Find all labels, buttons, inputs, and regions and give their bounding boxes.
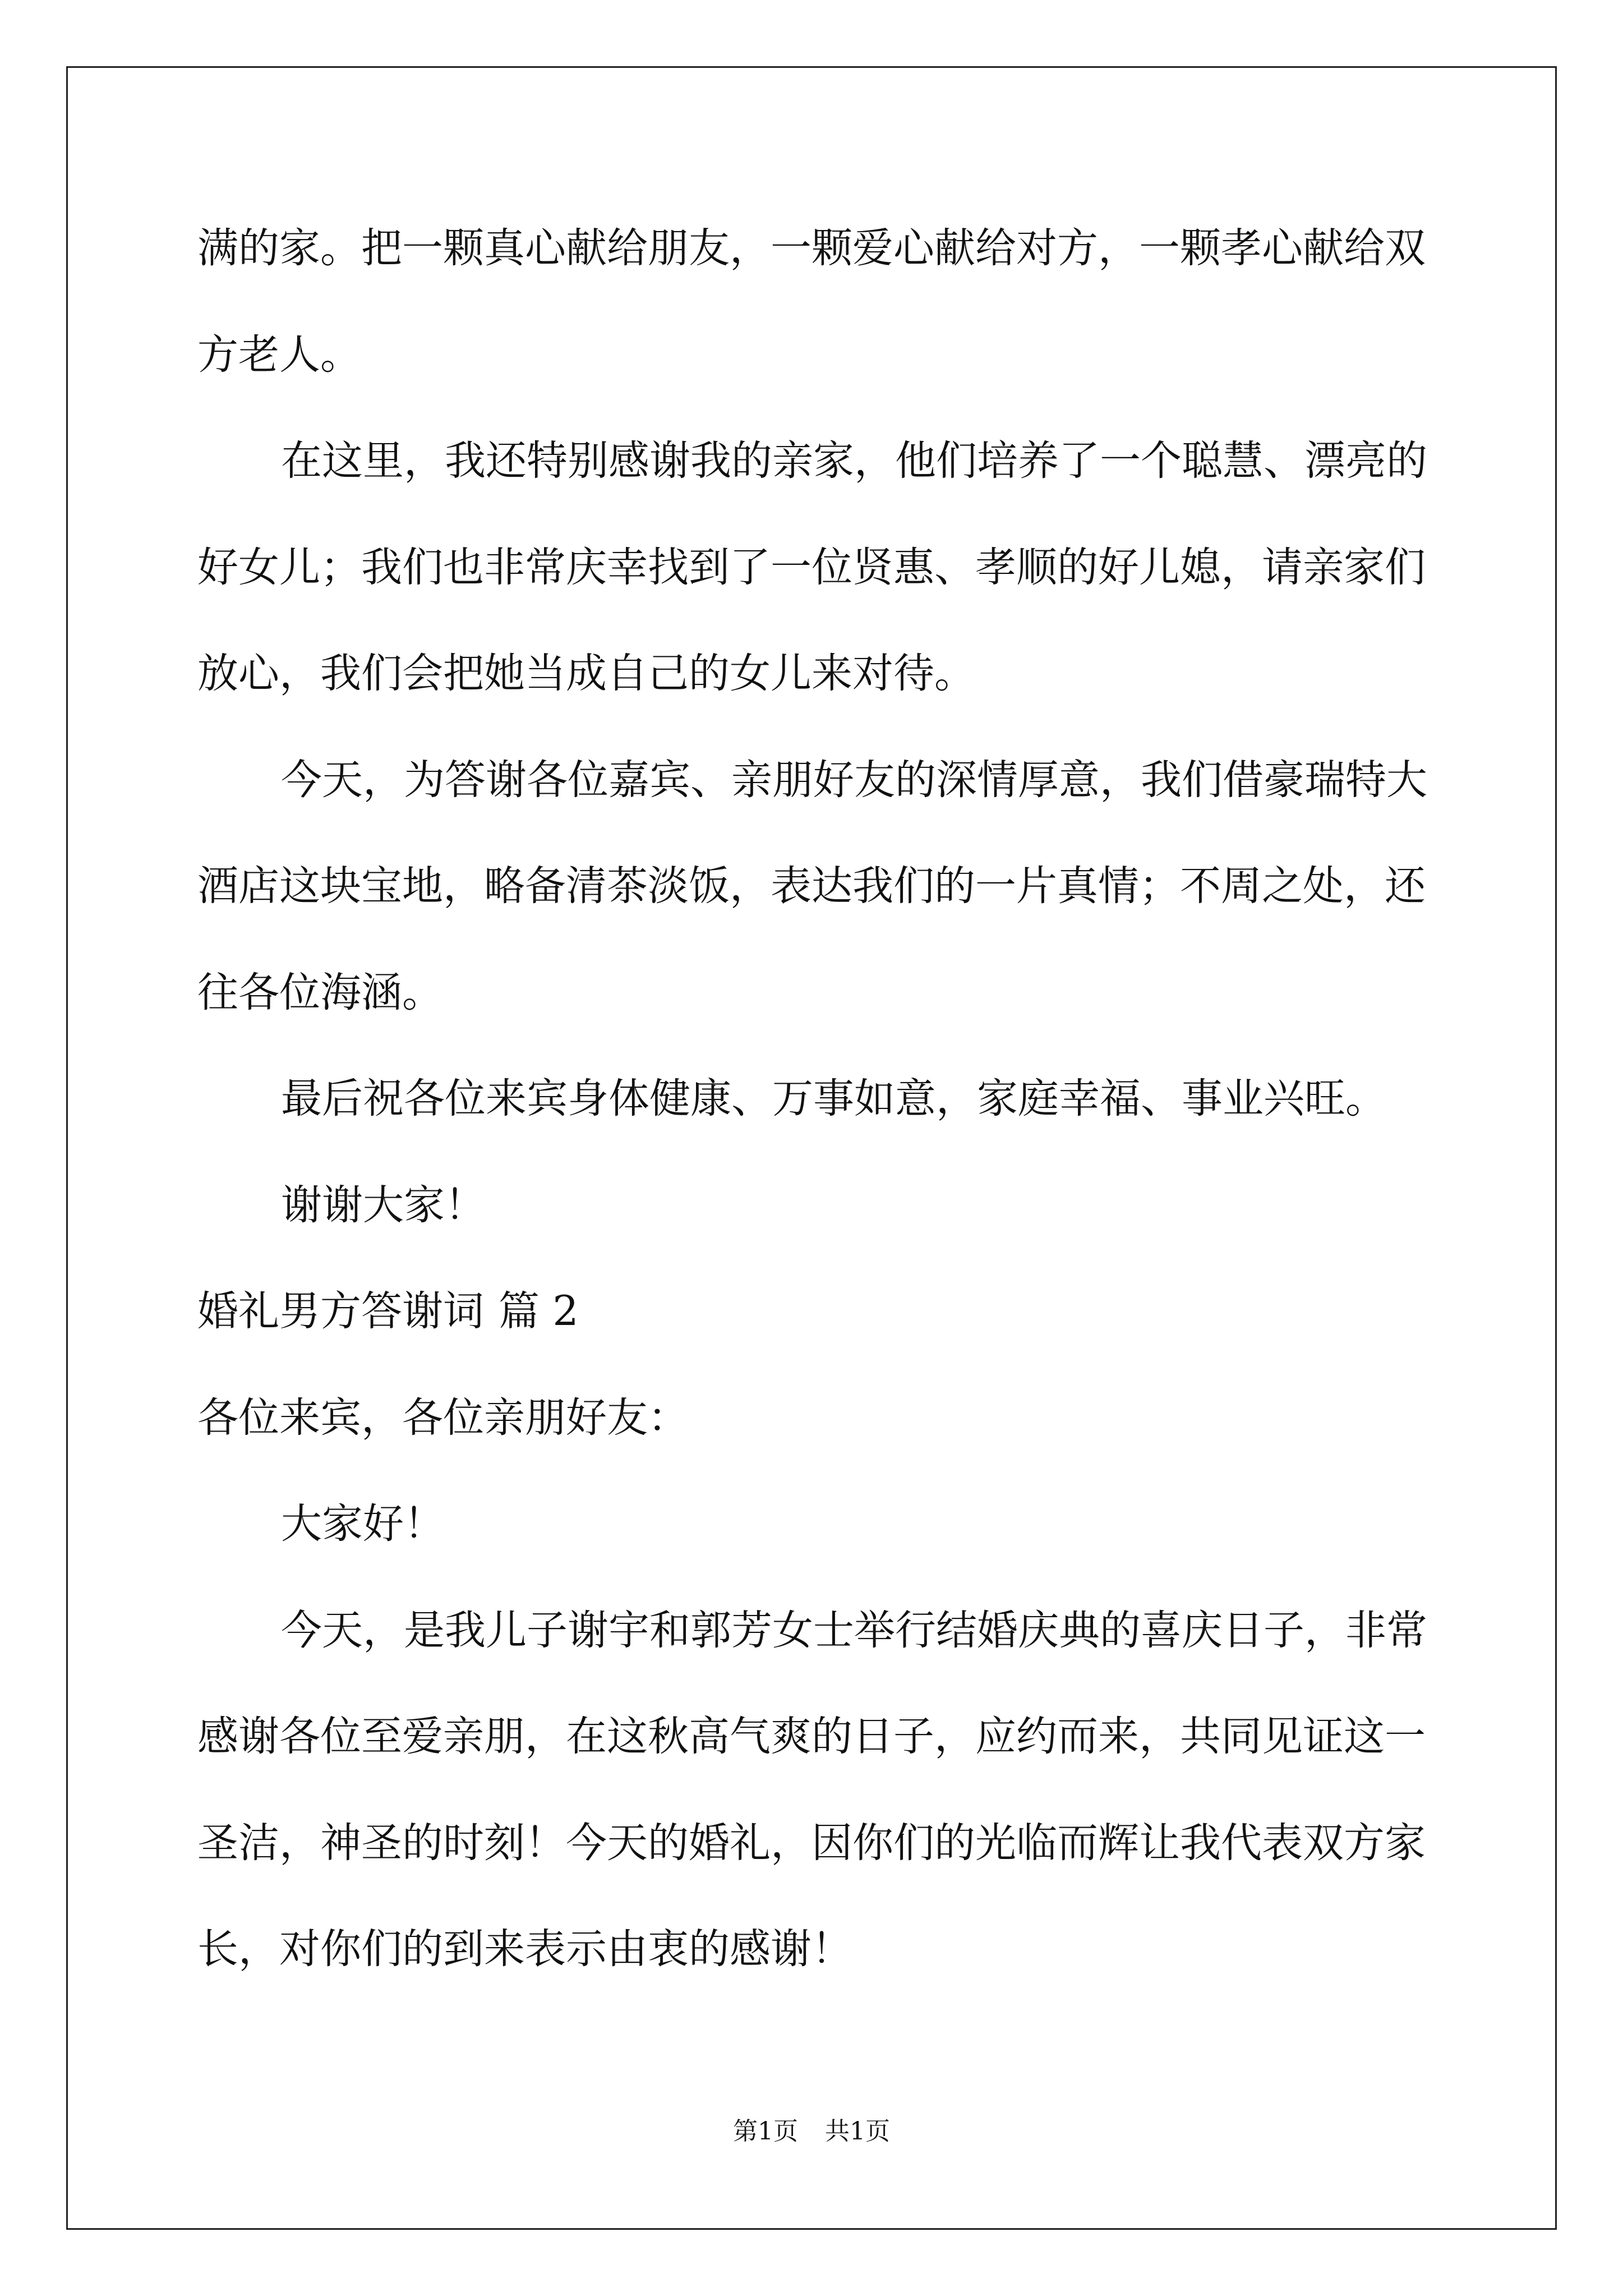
greeting-line: 大家好！ (281, 1500, 445, 1548)
paragraph-line: 长，对你们的到来表示由衷的感谢！ (197, 1925, 852, 1973)
paragraph-line: 往各位海涵。 (197, 968, 443, 1016)
paragraph-line: 圣洁，神圣的时刻！今天的婚礼，因你们的光临而辉让我代表双方家 (197, 1819, 1426, 1867)
paragraph-line: 方老人。 (197, 330, 361, 379)
paragraph-line: 好女儿；我们也非常庆幸找到了一位贤惠、孝顺的好儿媳，请亲家们 (197, 543, 1426, 591)
section-heading-number: 篇 2 (499, 1287, 579, 1335)
paragraph-line: 满的家。把一颗真心献给朋友，一颗爱心献给对方，一颗孝心献给双 (197, 224, 1426, 272)
paragraph-line: 今天，为答谢各位嘉宾、亲朋好友的深情厚意，我们借豪瑞特大 (281, 756, 1427, 804)
section-heading (197, 1265, 1431, 1372)
paragraph-line: 酒店这块宝地，略备清茶淡饭，表达我们的一片真情；不周之处，还 (197, 862, 1426, 910)
section-heading-title: 婚礼男方答谢词 (197, 1287, 484, 1335)
paragraph-line: 谢谢大家！ (281, 1181, 486, 1229)
paragraph-line: 今天，是我儿子谢宇和郭芳女士举行结婚庆典的喜庆日子，非常 (281, 1606, 1427, 1654)
paragraph-line: 放心，我们会把她当成自己的女儿来对待。 (197, 650, 975, 697)
page-number-total: 共1页 (825, 2117, 890, 2146)
document-body (197, 202, 1431, 2009)
paragraph-line: 最后祝各位来宾身体健康、万事如意，家庭幸福、事业兴旺。 (281, 1075, 1386, 1122)
paragraph-line: 感谢各位至爱亲朋，在这秋高气爽的日子，应约而来，共同见证这一 (197, 1713, 1426, 1760)
page-footer (0, 2115, 1623, 2148)
paragraph-line: 在这里，我还特别感谢我的亲家，他们培养了一个聪慧、漂亮的 (281, 437, 1427, 485)
salutation-line: 各位来宾，各位亲朋好友： (197, 1393, 689, 1442)
page-number-current: 第1页 (733, 2117, 798, 2146)
